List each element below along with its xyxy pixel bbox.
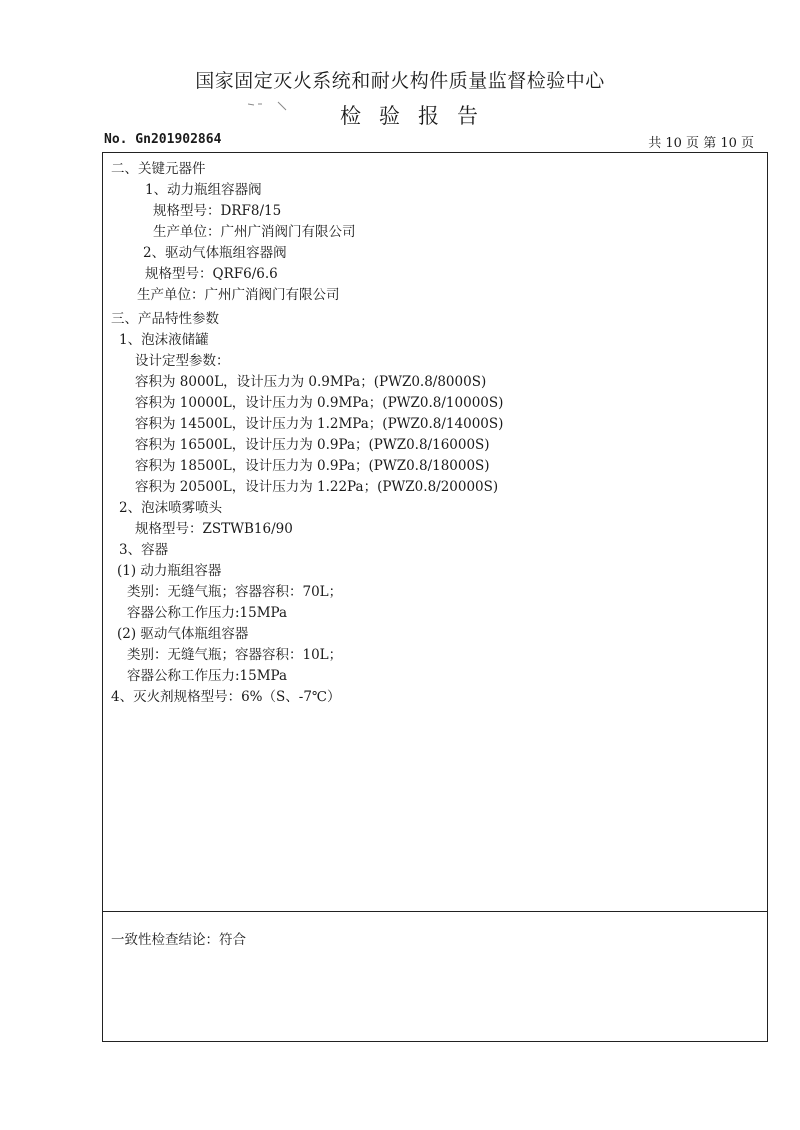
param-row: 容积为 18500L，设计压力为 0.9Pa；(PWZ0.8/18000S)	[135, 458, 490, 474]
report-body-frame	[102, 152, 768, 1042]
item-category: 类别：无缝气瓶；容器容积：70L；	[127, 584, 343, 600]
scan-mark	[248, 100, 288, 112]
item-container: 3、容器	[119, 542, 169, 558]
param-row: 容积为 14500L，设计压力为 1.2MPa；(PWZ0.8/14000S)	[135, 416, 504, 432]
param-row: 容积为 16500L，设计压力为 0.9Pa；(PWZ0.8/16000S)	[135, 437, 490, 453]
conclusion-text: 一致性检查结论：符合	[111, 932, 246, 948]
item-extinguishing-agent: 4、灭火剂规格型号：6%（S、-7℃）	[111, 689, 341, 705]
param-row: 容积为 10000L，设计压力为 0.9MPa；(PWZ0.8/10000S)	[135, 395, 504, 411]
item-category: 类别：无缝气瓶；容器容积：10L；	[127, 647, 343, 663]
item-model: 规格型号：QRF6/6.6	[145, 266, 278, 282]
item-power-container: (1) 动力瓶组容器	[117, 563, 222, 579]
section-heading-components: 二、关键元器件	[111, 161, 206, 177]
section-divider	[103, 911, 767, 912]
item-power-cylinder-valve: 1、动力瓶组容器阀	[145, 182, 262, 198]
item-pressure: 容器公称工作压力:15MPa	[127, 605, 288, 621]
item-manufacturer: 生产单位：广州广消阀门有限公司	[137, 287, 340, 303]
organization-name: 国家固定灭火系统和耐火构件质量监督检验中心	[195, 70, 605, 92]
item-model: 规格型号：ZSTWB16/90	[135, 521, 293, 537]
item-drive-gas-valve: 2、驱动气体瓶组容器阀	[143, 245, 287, 261]
section-heading-parameters: 三、产品特性参数	[111, 311, 219, 327]
param-row: 容积为 20500L，设计压力为 1.22Pa；(PWZ0.8/20000S)	[135, 479, 499, 495]
item-drive-gas-container: (2) 驱动气体瓶组容器	[117, 626, 249, 642]
item-manufacturer: 生产单位：广州广消阀门有限公司	[153, 224, 356, 240]
item-foam-tank: 1、泡沫液储罐	[119, 332, 209, 348]
report-title: 检验报告	[340, 104, 496, 128]
param-row: 容积为 8000L，设计压力为 0.9MPa；(PWZ0.8/8000S)	[135, 374, 487, 390]
item-foam-nozzle: 2、泡沫喷雾喷头	[119, 500, 223, 516]
page-info: 共 10 页 第 10 页	[648, 136, 754, 151]
report-number: No. Gn201902864	[104, 132, 222, 147]
item-model: 规格型号：DRF8/15	[153, 203, 282, 219]
item-pressure: 容器公称工作压力:15MPa	[127, 668, 288, 684]
item-design-params: 设计定型参数：	[135, 353, 230, 369]
